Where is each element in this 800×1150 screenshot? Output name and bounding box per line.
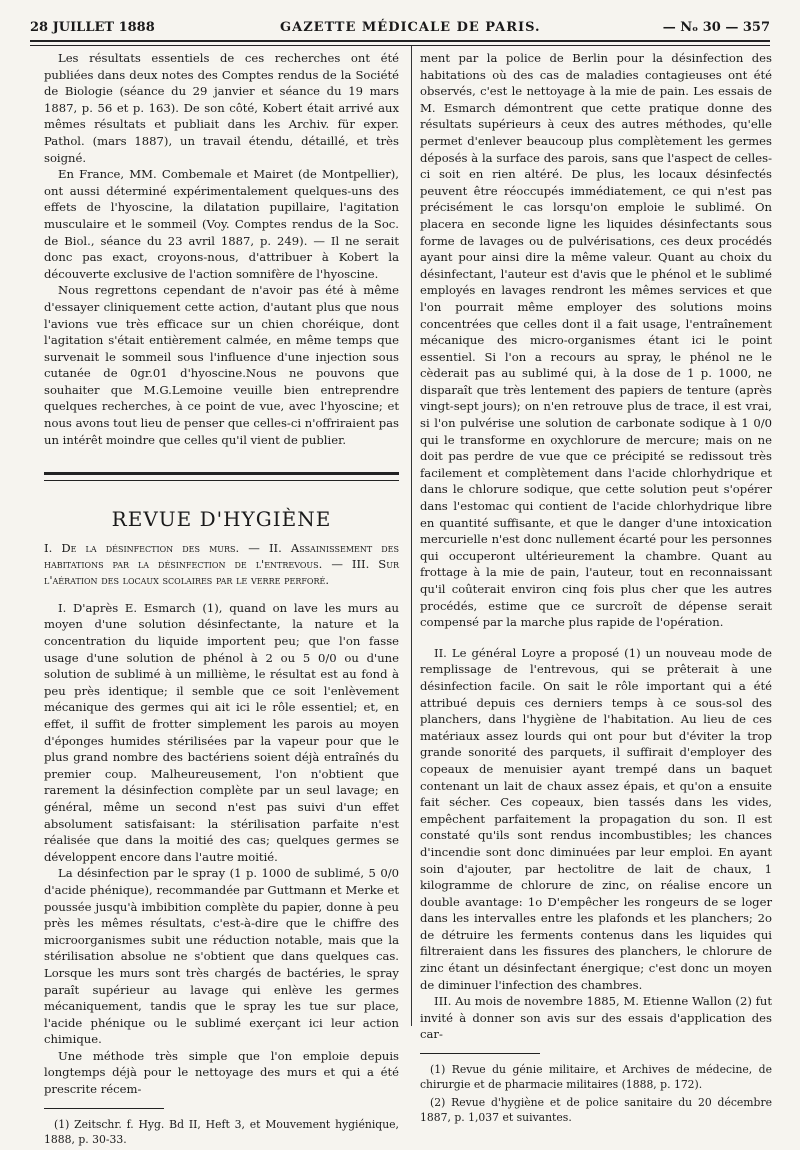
section-subtitle: I. De la désinfection des murs. — II. Assainissement des habitations par la désinfection de l'entrevous. — III. Sur l'aération des locaux scolaires par le verre perforé. [44,540,399,587]
section-divider [44,472,399,481]
running-header [30,18,770,40]
paragraph: En France, MM. Combemale et Mairet (de Montpellier), ont aussi déterminé expérimentalement quelques-uns des effets de l'hyoscine, la dilatation pupillaire, l'agitation musculaire et le sommeil (Voy. Comptes rendus de la Soc. de Biol., séance du 23 avril 1887, p. 249). — Il ne serait donc pas exact, croyons-nous, d'attribuer à Kobert la découverte exclusive de l'action somnifère de l'hyoscine. [44,167,399,281]
column-divider [411,46,412,1026]
header-journal-title: GAZETTE MÉDICALE DE PARIS. [280,20,541,35]
paragraph: Nous regrettons cependant de n'avoir pas été à même d'essayer cliniquement cette action, d'autant plus que nous l'avions vue très efficace sur un chien choréique, dont l'agitation s'était entièrement calmée, en même temps que survenait le sommeil sous l'influence d'une injection sous cutanée de 0gr.01 d'hyoscine.Nous ne pouvons que souhaiter que M.G.Lemoine veuille bien entreprendre quelques recherches, à ce point de vue, avec l'hyoscine; et nous avons tout lieu de penser que celles-ci n'offriraient pas un intérêt moindre que celles qu'il vient de publier. [44,283,399,447]
footnote-rule [420,1053,540,1054]
paragraph: Une méthode très simple que l'on emploie depuis longtemps déjà pour le nettoyage des murs et qui a été prescrite récem- [44,1048,399,1097]
paragraph: I. D'après E. Esmarch (1), quand on lave les murs au moyen d'une solution désinfectante, la nature et la concentration du liquide importent peu; que l'on fasse usage d'une solution de phénol à 2 ou 5 0/0 ou d'une solution de sublimé à un millième, le résultat est au fond à peu près identique; il semble que ce soit l'enlèvement mécanique des germes qui ait ici le rôle essentiel; et, en effet, il suffit de frotter simplement les parois au moyen d'éponges humides stérilisées par la vapeur pour que le plus grand nombre des bactériens soient déjà entraînés du premier coup. Malheureusement, l'on n'obtient que rarement la désinfection complète par un seul lavage; en général, même un second n'est pas suivi d'un effet absolument satisfaisant: la stérilisation parfaite n'est réalisée que dans la moitié des cas; quelques germes se développent encore dans l'autre moitié. [44,600,399,864]
footnotes [420,1062,772,1125]
paragraph: La désinfection par le spray (1 p. 1000 de sublimé, 5 0/0 d'acide phénique), recommandée par Guttmann et Merke et poussée jusqu'à imbibition complète du papier, donne à peu près les mêmes résultats, c'est-à-dire que le chiffre des microorganismes subit une réduction notable, mais que la stérilisation absolue ne s'obtient que dans quelques cas. Lorsque les murs sont très chargés de bactéries, le spray paraît supérieur au lavage qui enlève les germes mécaniquement, tandis que le spray les tue sur place, l'acide phénique ou le sublimé exerçant ici leur action chimique. [44,866,399,1047]
footnotes [44,1117,399,1147]
paragraph: II. Le général Loyre a proposé (1) un nouveau mode de remplissage de l'entrevous, qui se prêterait à une désinfection facile. On sait le rôle important qui a été attribué depuis ces derniers temps à ce sous-sol des planchers, dans l'hygiène de l'habitation. Au lieu de ces matériaux assez lourds qui ont pour but d'éviter la trop grande sonorité des parquets, il suffirait d'employer des copeaux de menuisier ayant trempé dans un baquet contenant un lait de chaux assez épais, et qu'on a ensuite fait sécher. Ces copeaux, bien tassés dans les vides, empêchent parfaitement la propagation du son. Il est constaté qu'ils sont rendus incombustibles; les chances d'incendie sont donc diminuées par leur emploi. En ayant soin d'ajouter, par hectolitre de lait de chaux, 1 kilogramme de chlorure de zinc, on réalise encore un double avantage: 1o D'empêcher les rongeurs de se loger dans les intervalles entre les plafonds et les planchers; 2o de détruire les ferments contenus dans les liquides qui filtreraient dans les fissures des planchers, le chlorure de zinc étant un désinfectant énergique; c'est donc un moyen de diminuer l'infection des chambres. [420,645,772,992]
paragraph: III. Au mois de novembre 1885, M. Etienne Wallon (2) fut invité à donner son avis sur des essais d'application des car- [420,994,772,1042]
paragraph-gap [420,631,772,645]
right-column [420,50,772,1128]
footnote: (1) Zeitschr. f. Hyg. Bd II, Heft 3, et Mouvement hygiénique, 1888, p. 30-33. [44,1117,399,1146]
header-date: 28 JUILLET 1888 [30,20,155,35]
footnote: (1) Revue du génie militaire, et Archives de médecine, de chirurgie et de pharmacie militaires (1888, p. 172). [420,1063,772,1092]
footnote-rule [44,1108,164,1109]
header-rule [30,40,770,46]
left-column [44,50,399,1150]
paragraph: ment par la police de Berlin pour la désinfection des habitations où des cas de maladies contagieuses ont été observés, c'est le nettoyage à la mie de pain. Les essais de M. Esmarch démontrent que cette pratique donne des résultats supérieurs à ceux des autres méthodes, qu'elle permet d'enlever beaucoup plus complètement les germes déposés à la surface des parois, sans que l'aspect de celles-ci soit en rien altéré. De plus, les locaux désinfectés peuvent être réoccupés immédiatement, ce qui n'est pas précisément le cas lorsqu'on emploie le sublimé. On placera en seconde ligne les liquides désinfectants sous forme de lavages ou de pulvérisations, ces deux procédés ayant pour ainsi dire la même valeur. Quant au choix du désinfectant, l'auteur est d'avis que le phénol et le sublimé employés en lavages rendront les mêmes services et que l'on pourrait même employer des solutions moins concentrées que celles dont il a fait usage, l'entraînement mécanique des micro-organismes étant ici le point essentiel. Si l'on a recours au spray, le phénol ne le cèderait pas au sublimé qui, à la dose de 1 p. 1000, ne disparaît que très lentement des papiers de tenture (après vingt-sept jours); on n'en retrouve plus de trace, il est vrai, si l'on pulvérise une solution de carbonate sodique à 1 0/0 qui le transforme en oxychlorure de mercure; mais on ne doit pas perdre de vue que ce précipité se redissout très facilement et complètement dans l'acide chlorhydrique et dans le chlorure sodique, que cette solution peut s'opérer dans l'estomac qui contient de l'acide chlorhydrique libre en quantité suffisante, et que le danger d'une intoxication mercurielle n'est donc nullement écarté pour les personnes qui occuperont ultérieurement la chambre. Quant au frottage à la mie de pain, l'auteur, tout en reconnaissant qu'il coûterait environ cinq fois plus cher que les autres procédés, estime que ce surcroît de dépense serait compensé par la marche plus rapide de l'opération. [420,51,772,630]
footnote: (2) Revue d'hygiène et de police sanitaire du 20 décembre 1887, p. 1,037 et suivantes. [420,1096,772,1125]
header-issue-page: — Nₒ 30 — 357 [662,20,770,35]
paragraph: Les résultats essentiels de ces recherches ont été publiées dans deux notes des Comptes rendus de la Société de Biologie (séance du 29 janvier et séance du 19 mars 1887, p. 56 et p. 163). De son côté, Kobert était arrivé aux mêmes résultats et publiait dans les Archiv. für exper. Pathol. (mars 1887), un travail étendu, détaillé, et très soigné. [44,51,399,165]
section-title: REVUE D'HYGIÈNE [111,507,332,532]
